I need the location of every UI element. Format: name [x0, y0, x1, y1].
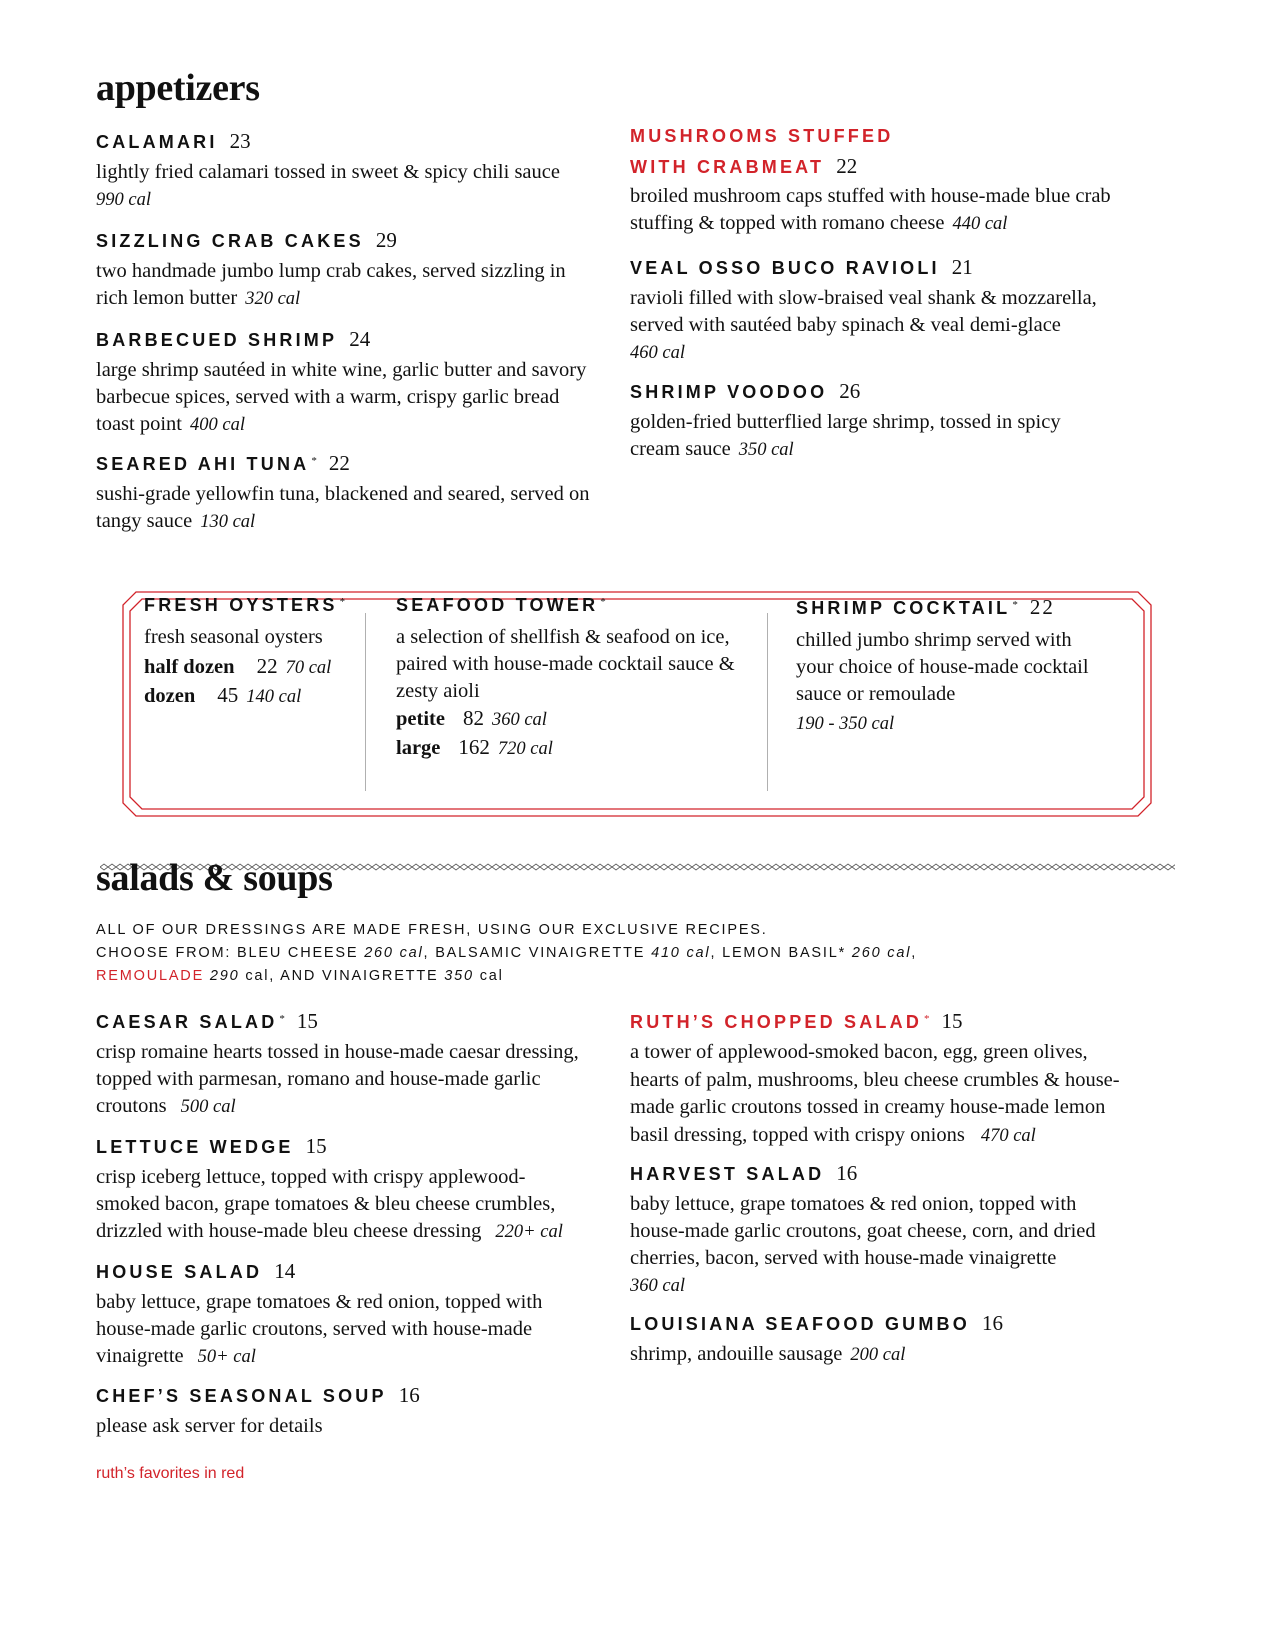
item-price: 16 [398, 1383, 420, 1407]
item-star: * [924, 1012, 930, 1025]
menu-item-shrimp-cocktail [796, 592, 1096, 740]
item-star: * [311, 454, 317, 467]
menu-item-house-salad [96, 1256, 576, 1371]
size-row [144, 682, 354, 711]
dressing-calories: 260 cal [851, 945, 912, 961]
size-row [144, 653, 354, 682]
item-description: ravioli filled with slow-braised veal shank & mozzarella, served with sautéed baby spinach & veal demi-glace [630, 287, 1097, 336]
item-price: 16 [836, 1161, 858, 1185]
item-calories: 990 cal [96, 190, 151, 210]
item-calories: 440 cal [952, 214, 1008, 234]
column-divider [767, 613, 768, 791]
item-price: 22 [328, 451, 350, 475]
size-price: 22 [256, 654, 278, 678]
size-price: 45 [217, 683, 239, 707]
item-name: HARVEST SALAD [630, 1164, 825, 1184]
size-row [396, 705, 756, 734]
dressings-text: cal [245, 968, 270, 984]
item-star: * [600, 595, 606, 608]
item-name: HOUSE SALAD [96, 1262, 263, 1282]
dressings-text: , LEMON BASIL* [710, 945, 852, 961]
item-calories: 350 cal [738, 440, 794, 460]
dressing-calories: 290 [209, 968, 240, 984]
item-calories: 400 cal [189, 415, 245, 435]
item-description: large shrimp sautéed in white wine, garlic butter and savory barbecue spices, served with a warm, crispy garlic bread toast point [96, 359, 587, 435]
item-price: 14 [274, 1259, 296, 1283]
item-name-line1: MUSHROOMS STUFFED [630, 126, 894, 146]
menu-item-sizzling-crab-cakes [96, 225, 596, 313]
item-description: a selection of shellfish & seafood on ice, paired with house-made cocktail sauce & zesty aioli [396, 626, 735, 702]
menu-item-fresh-oysters [144, 590, 354, 711]
item-name: CAESAR SALAD [96, 1012, 278, 1032]
dressing-calories: 350 [444, 968, 474, 984]
menu-item-ruths-chopped-salad [630, 1006, 1130, 1150]
dressings-text: cal [479, 968, 504, 984]
item-description: chilled jumbo shrimp served with your choice of house-made cocktail sauce or remoulade [796, 629, 1089, 705]
menu-item-harvest-salad [630, 1158, 1120, 1300]
menu-item-lettuce-wedge [96, 1131, 586, 1246]
menu-item-caesar-salad [96, 1006, 596, 1121]
size-calories: 720 cal [497, 739, 553, 759]
item-name: BARBECUED SHRIMP [96, 330, 338, 350]
item-calories: 190 - 350 cal [796, 714, 895, 734]
item-description: please ask server for details [96, 1415, 323, 1437]
item-name: FRESH OYSTERS [144, 595, 338, 615]
item-price: 29 [375, 228, 397, 252]
item-star: * [279, 1012, 285, 1025]
favorites-note: ruth’s favorites in red [96, 1465, 245, 1482]
item-description: crisp iceberg lettuce, topped with crispy applewood-smoked bacon, grape tomatoes & bleu cheese crumbles, drizzled with house-made bleu cheese dressing [96, 1166, 556, 1242]
item-price: 23 [229, 129, 251, 153]
dressings-note [96, 919, 1156, 988]
item-price: 15 [305, 1134, 327, 1158]
dressings-text: CHOOSE FROM: BLEU CHEESE [96, 945, 365, 961]
item-star: * [1012, 598, 1018, 611]
item-description: broiled mushroom caps stuffed with house-made blue crab stuffing & topped with romano cheese [630, 185, 1111, 234]
item-description: lightly fried calamari tossed in sweet & spicy chili sauce [96, 161, 560, 183]
dressing-calories: 410 cal [651, 945, 711, 961]
menu-item-veal-osso-buco-ravioli [630, 252, 1120, 367]
item-price: 24 [349, 327, 371, 351]
size-label: large [396, 737, 441, 759]
item-description: baby lettuce, grape tomatoes & red onion, topped with house-made garlic croutons, goat cheese, corn, and dried cherries, bacon, served with house-made vinaigrette [630, 1193, 1096, 1269]
item-name: CHEF’S SEASONAL SOUP [96, 1386, 387, 1406]
item-name: SEAFOOD TOWER [396, 595, 599, 615]
menu-item-calamari [96, 126, 596, 214]
dressing-calories: 260 cal [364, 945, 424, 961]
item-name: VEAL OSSO BUCO RAVIOLI [630, 258, 940, 278]
menu-item-barbecued-shrimp [96, 324, 596, 439]
item-description: baby lettuce, grape tomatoes & red onion, topped with house-made garlic croutons, served with house-made vinaigrette [96, 1291, 543, 1367]
item-description: two handmade jumbo lump crab cakes, served sizzling in rich lemon butter [96, 260, 566, 309]
salads-soups-heading: salads & soups [96, 857, 333, 899]
size-label: half dozen [144, 656, 235, 678]
size-row [396, 734, 756, 763]
item-name: SHRIMP COCKTAIL [796, 598, 1011, 618]
menu-item-seafood-tower [396, 590, 756, 763]
item-calories: 130 cal [200, 512, 256, 532]
remoulade-label: REMOULADE [96, 968, 205, 984]
item-name: RUTH’S CHOPPED SALAD [630, 1012, 923, 1032]
size-calories: 140 cal [246, 687, 302, 707]
size-label: dozen [144, 685, 196, 707]
item-name: SIZZLING CRAB CAKES [96, 231, 364, 251]
item-name: LETTUCE WEDGE [96, 1137, 294, 1157]
item-price: 22 [1029, 595, 1055, 619]
item-description: sushi-grade yellowfin tuna, blackened and seared, served on tangy sauce [96, 483, 590, 532]
column-divider [365, 613, 366, 791]
dressings-line-3 [96, 965, 1156, 988]
size-price: 162 [458, 735, 490, 759]
item-name: CALAMARI [96, 132, 218, 152]
item-price: 15 [941, 1009, 963, 1033]
item-name: SEARED AHI TUNA [96, 454, 310, 474]
size-price: 82 [462, 706, 484, 730]
dressings-text: , [911, 945, 918, 961]
item-price: 15 [296, 1009, 318, 1033]
item-price: 22 [836, 154, 858, 178]
item-name: LOUISIANA SEAFOOD GUMBO [630, 1314, 970, 1334]
item-description: shrimp, andouille sausage [630, 1343, 843, 1365]
menu-item-seared-ahi-tuna [96, 448, 596, 536]
item-calories: 200 cal [850, 1345, 906, 1365]
item-description: crisp romaine hearts tossed in house-made caesar dressing, topped with parmesan, romano and house-made garlic croutons [96, 1041, 579, 1117]
menu-item-louisiana-seafood-gumbo [630, 1308, 1120, 1369]
item-name: SHRIMP VOODOO [630, 382, 828, 402]
size-calories: 70 cal [285, 658, 332, 678]
dressings-text: , AND VINAIGRETTE [269, 968, 445, 984]
item-calories: 50+ cal [197, 1347, 256, 1367]
item-star: * [339, 595, 346, 608]
item-description: fresh seasonal oysters [144, 626, 323, 648]
dressings-line-1: ALL OF OUR DRESSINGS ARE MADE FRESH, USING OUR EXCLUSIVE RECIPES. [96, 922, 768, 938]
size-label: petite [396, 708, 445, 730]
dressings-text: , BALSAMIC VINAIGRETTE [423, 945, 652, 961]
menu-item-chefs-seasonal-soup [96, 1380, 576, 1440]
item-calories: 220+ cal [495, 1222, 563, 1242]
item-description: a tower of applewood-smoked bacon, egg, green olives, hearts of palm, mushrooms, bleu cheese crumbles & house-made garlic croutons tossed in creamy house-made lemon basil dressing, topped with crispy onions [630, 1041, 1120, 1146]
dressings-line-2 [96, 942, 1156, 965]
menu-item-shrimp-voodoo [630, 376, 1100, 464]
item-price: 26 [839, 379, 861, 403]
item-description: golden-fried butterflied large shrimp, tossed in spicy cream sauce [630, 411, 1061, 460]
item-calories: 500 cal [180, 1097, 236, 1117]
menu-item-mushrooms-stuffed [630, 122, 1120, 238]
item-name-line2: WITH CRABMEAT [630, 157, 825, 177]
item-price: 16 [981, 1311, 1003, 1335]
item-price: 21 [951, 255, 973, 279]
item-calories: 320 cal [245, 289, 301, 309]
size-calories: 360 cal [491, 710, 547, 730]
item-calories: 470 cal [980, 1125, 1036, 1146]
item-calories: 460 cal [630, 343, 685, 363]
item-calories: 360 cal [630, 1276, 685, 1296]
appetizers-heading: appetizers [96, 67, 260, 109]
